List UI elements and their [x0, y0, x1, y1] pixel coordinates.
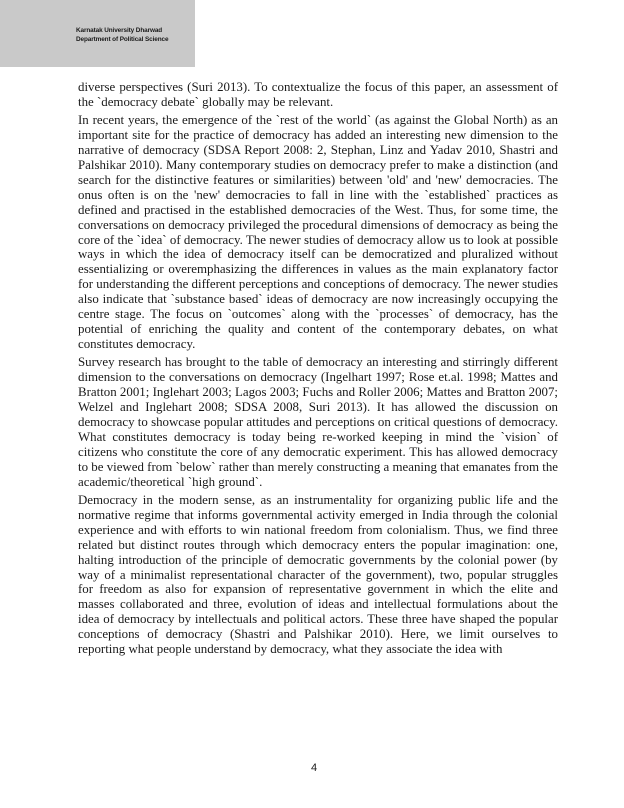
university-name: Karnatak University Dharwad	[76, 27, 163, 34]
paragraph: diverse perspectives (Suri 2013). To contextualize the focus of this paper, an assessment of the `democracy debate` globally may be relevant.	[78, 80, 558, 109]
header-banner	[0, 0, 195, 67]
paragraph: Survey research has brought to the table of democracy an interesting and stirringly different dimension to the conversations on democracy (Ingelhart 1997; Rose et.al. 1998; Mattes and Bratton 2001; Inglehart 2003; Lagos 2003; Fuchs and Roller 2006; Mattes and Bratton 2007; Welzel and Inglehart 2008; SDSA 2008, Suri 2013). It has allowed the discussion on democracy to showcase popular attitudes and perceptions on critical questions of democracy. What constitutes democracy is today being re-worked keeping in mind the `vision` of citizens who constitute the core of any democratic experiment. This has allowed democracy to be viewed from `below` rather than merely constructing a meaning that emanates from the academic/theoretical `high ground`.	[78, 355, 558, 489]
body-text	[78, 80, 558, 660]
page-number: 4	[310, 762, 318, 774]
department-name: Department of Political Science	[76, 36, 169, 43]
paragraph: Democracy in the modern sense, as an instrumentality for organizing public life and the normative regime that informs governmental activity emerged in India through the colonial experience and with efforts to win national freedom from colonialism. Thus, we find three related but distinct routes through which democracy enters the popular imagination: one, halting introduction of the principle of democratic governments by the colonial power (by way of a minimalist representational character of the government), two, popular struggles for freedom as also for expansion of representative government in which the elite and masses collaborated and three, evolution of ideas and intellectual formulations about the idea of democracy by intellectuals and political actors. These three have shaped the popular conceptions of democracy (Shastri and Palshikar 2010). Here, we limit ourselves to reporting what people understand by democracy, what they associate the idea with	[78, 492, 558, 657]
paragraph: In recent years, the emergence of the `rest of the world` (as against the Global North) as an important site for the practice of democracy has added an interesting new dimension to the narrative of democracy (SDSA Report 2008: 2, Stephan, Linz and Yadav 2010, Shastri and Palshikar 2010). Many contemporary studies on democracy prefer to make a distinction (and search for the distinctive features or similarities) between 'old' and 'new' democracies. The onus often is on the 'new' democracies to fall in line with the `established` practices as defined and practised in the established democracies of the West. Thus, for some time, the conversations on democracy privileged the procedural dimensions of democracy as being the core of the `idea` of democracy. The newer studies of democracy allow us to look at possible ways in which the idea of democracy itself can be democratized and pluralized without essentializing or overemphasizing the differences in values as the main explanatory factor for understanding the different perceptions and conceptions of democracy. The newer studies also indicate that `substance based` ideas of democracy are now increasingly occupying the centre stage. The focus on `outcomes` along with the `processes` of democracy, has the potential of enriching the quality and content of the contemporary debates, on what constitutes democracy.	[78, 112, 559, 352]
institution-header	[76, 26, 168, 44]
